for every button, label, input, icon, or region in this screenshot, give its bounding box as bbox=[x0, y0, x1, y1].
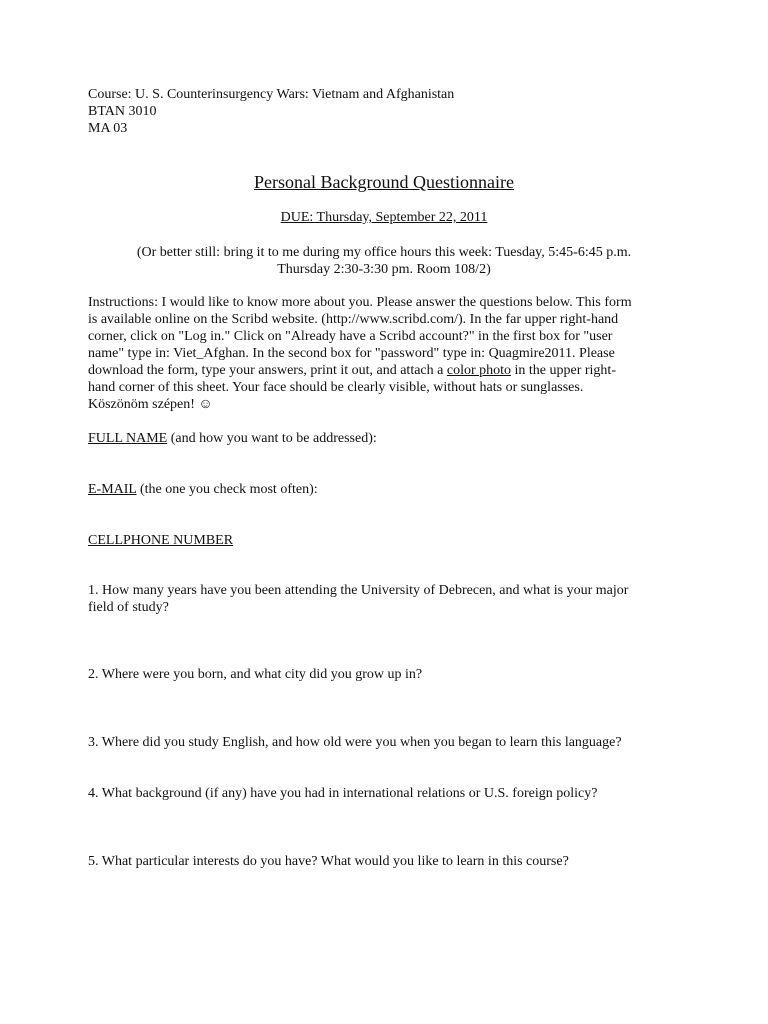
instructions-line: hand corner of this sheet. Your face should be clearly visible, without hats or sunglasses. bbox=[88, 380, 584, 395]
office-hours-line-1: (Or better still: bring it to me during my office hours this week: Tuesday, 5:45-6:45 p.m. bbox=[136, 245, 632, 260]
email-label: E-MAIL bbox=[88, 482, 137, 497]
question-2: 2. Where were you born, and what city did you grow up in? bbox=[88, 667, 423, 682]
course-line: Course: U. S. Counterinsurgency Wars: Vietnam and Afghanistan bbox=[88, 87, 455, 102]
full-name-field bbox=[88, 430, 377, 447]
due-date: DUE: Thursday, September 22, 2011 bbox=[280, 210, 488, 225]
full-name-note: (and how you want to be addressed): bbox=[167, 431, 377, 446]
email-field bbox=[88, 481, 318, 498]
question-1-line-1: 1. How many years have you been attending the University of Debrecen, and what is your major bbox=[88, 583, 629, 598]
office-hours-line-2: Thursday 2:30-3:30 pm. Room 108/2) bbox=[277, 262, 491, 277]
course-code: BTAN 3010 bbox=[88, 104, 157, 119]
instructions-line: is available online on the Scribd website. (http://www.scribd.com/). In the far upper right-hand bbox=[88, 312, 619, 327]
instructions-paragraph bbox=[88, 294, 688, 413]
instructions-text: download the form, type your answers, print it out, and attach a bbox=[88, 363, 447, 378]
page-title: Personal Background Questionnaire bbox=[254, 172, 514, 192]
course-section: MA 03 bbox=[88, 121, 128, 136]
cellphone-field bbox=[88, 532, 233, 549]
cellphone-label: CELLPHONE NUMBER bbox=[88, 533, 234, 548]
full-name-label: FULL NAME bbox=[88, 431, 168, 446]
instructions-line: Instructions: I would like to know more about you. Please answer the questions below. This form bbox=[88, 295, 632, 310]
question-1-line-2: field of study? bbox=[88, 600, 169, 615]
instructions-line: corner, click on "Log in." Click on "Already have a Scribd account?" in the first box for "user bbox=[88, 329, 613, 344]
question-3: 3. Where did you study English, and how old were you when you began to learn this language? bbox=[88, 735, 622, 750]
question-5: 5. What particular interests do you have? What would you like to learn in this course? bbox=[88, 854, 569, 869]
color-photo-link: color photo bbox=[446, 363, 512, 378]
question-4: 4. What background (if any) have you had in international relations or U.S. foreign policy? bbox=[88, 786, 598, 801]
instructions-thanks: Köszönöm szépen! ☺ bbox=[88, 397, 213, 412]
instructions-text: in the upper right- bbox=[511, 363, 616, 378]
instructions-line-photo bbox=[88, 362, 688, 379]
instructions-line: name" type in: Viet_Afghan. In the second box for "password" type in: Quagmire2011. Please bbox=[88, 346, 615, 361]
email-note: (the one you check most often): bbox=[136, 482, 318, 497]
due-date-row bbox=[0, 209, 768, 226]
